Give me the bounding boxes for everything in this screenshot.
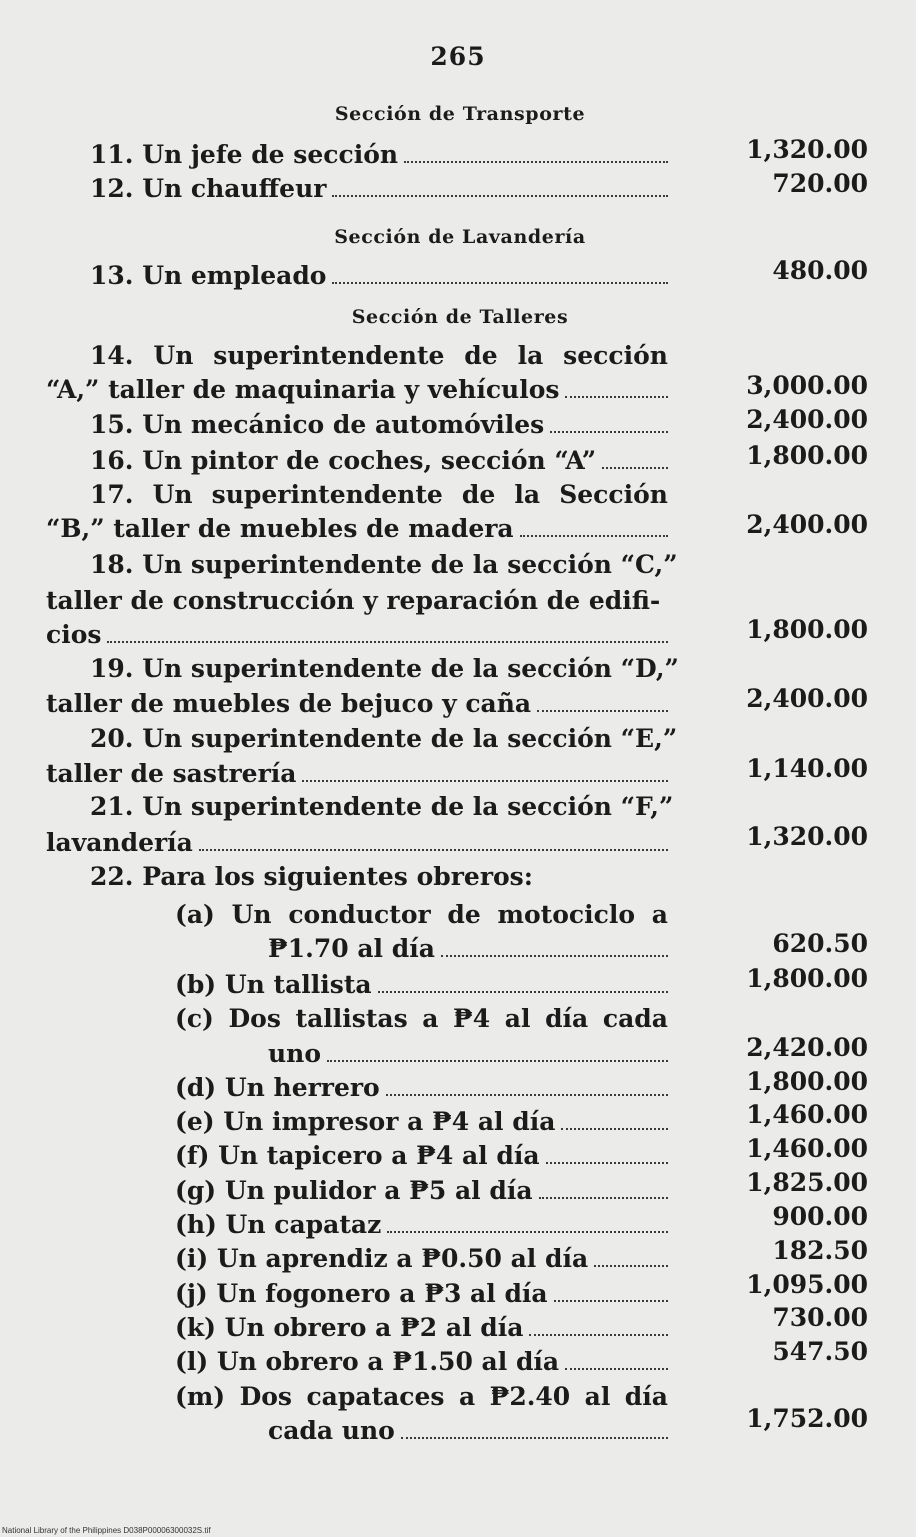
worker-g-amount: 1,825.00 — [746, 1168, 868, 1197]
entry-19-amount: 2,400.00 — [746, 684, 868, 713]
word: a — [651, 900, 668, 929]
entry-17-line-2 — [46, 512, 668, 546]
entry-21-line-1: 21. Un superintendente de la sección “F,” — [90, 792, 674, 821]
leader-dots — [107, 619, 668, 643]
leader-dots — [520, 513, 668, 537]
worker-m-line-2 — [268, 1414, 668, 1448]
word: día — [624, 1382, 668, 1411]
entry-12-label: 12. Un chauffeur — [90, 174, 327, 203]
leader-dots — [386, 1072, 668, 1096]
word: (a) — [175, 900, 215, 929]
worker-l — [175, 1345, 668, 1379]
section-heading-transporte: Sección de Transporte — [334, 103, 586, 125]
entry-21-line-2 — [46, 826, 668, 860]
entry-17-line-1 — [90, 478, 668, 512]
word: motociclo — [497, 900, 635, 929]
entry-11-label: 11. Un jefe de sección — [90, 140, 399, 169]
entry-18-line-2: taller de construcción y reparación de edifi- — [46, 586, 661, 615]
entry-13-label: 13. Un empleado — [90, 261, 327, 290]
entry-20-label: taller de sastrería — [46, 759, 297, 788]
leader-dots — [539, 1175, 668, 1199]
worker-h-label: (h) Un capataz — [175, 1210, 382, 1239]
word: a — [422, 1004, 439, 1033]
word: Dos — [228, 1004, 281, 1033]
entry-21-amount: 1,320.00 — [746, 822, 868, 851]
leader-dots — [401, 1415, 668, 1439]
word: la — [517, 341, 544, 370]
entry-20-line-2 — [46, 757, 668, 791]
word: de — [464, 341, 498, 370]
entry-17-amount: 2,400.00 — [746, 510, 868, 539]
worker-c-label: uno — [268, 1039, 322, 1068]
worker-e — [175, 1105, 668, 1139]
word: 14. — [90, 341, 134, 370]
leader-dots — [594, 1243, 668, 1267]
worker-c-line-1 — [175, 1002, 668, 1036]
word: día — [545, 1004, 589, 1033]
worker-b — [175, 968, 668, 1002]
word: conductor — [288, 900, 431, 929]
worker-a-line-1 — [175, 898, 668, 932]
worker-b-label: (b) Un tallista — [175, 970, 372, 999]
worker-a-amount: 620.50 — [772, 929, 868, 958]
word: de — [447, 900, 481, 929]
worker-c-amount: 2,420.00 — [746, 1033, 868, 1062]
worker-a-label: ₱1.70 al día — [268, 934, 435, 963]
entry-15-amount: 2,400.00 — [746, 405, 868, 434]
worker-i — [175, 1242, 668, 1276]
scan-footer: National Library of the Philippines D038P00006300032S.tif — [2, 1526, 211, 1535]
entry-16-amount: 1,800.00 — [746, 441, 868, 470]
word: tallistas — [295, 1004, 408, 1033]
entry-11-amount: 1,320.00 — [746, 135, 868, 164]
worker-k — [175, 1311, 668, 1345]
worker-l-label: (l) Un obrero a ₱1.50 al día — [175, 1347, 560, 1376]
worker-j — [175, 1277, 668, 1311]
entry-15-label: 15. Un mecánico de automóviles — [90, 410, 545, 439]
leader-dots — [565, 374, 668, 398]
worker-g-label: (g) Un pulidor a ₱5 al día — [175, 1176, 533, 1205]
leader-dots — [550, 409, 668, 433]
worker-f-label: (f) Un tapicero a ₱4 al día — [175, 1141, 540, 1170]
leader-dots — [302, 758, 668, 782]
word: 17. — [90, 480, 134, 509]
entry-19-label: taller de muebles de bejuco y caña — [46, 689, 532, 718]
word: al — [584, 1382, 611, 1411]
word: sección — [563, 341, 668, 370]
entry-14-label: “A,” taller de maquinaria y vehículos — [46, 375, 560, 404]
entry-19-line-2 — [46, 687, 668, 721]
word: la — [514, 480, 541, 509]
worker-a-line-2 — [268, 932, 668, 966]
entry-14-line-2 — [46, 373, 668, 407]
entry-21-label: lavandería — [46, 828, 193, 857]
leader-dots — [546, 1140, 668, 1164]
leader-dots — [529, 1312, 668, 1336]
entry-13 — [90, 259, 668, 293]
leader-dots — [561, 1106, 668, 1130]
worker-k-amount: 730.00 — [772, 1303, 868, 1332]
section-heading-lavanderia: Sección de Lavandería — [334, 226, 586, 248]
worker-m-amount: 1,752.00 — [746, 1404, 868, 1433]
entry-18-line-3 — [46, 618, 668, 652]
entry-14-line-1 — [90, 339, 668, 373]
worker-k-label: (k) Un obrero a ₱2 al día — [175, 1313, 524, 1342]
leader-dots — [332, 260, 668, 284]
leader-dots — [602, 445, 668, 469]
leader-dots — [327, 1038, 668, 1062]
worker-j-label: (j) Un fogonero a ₱3 al día — [175, 1279, 548, 1308]
entry-17-label: “B,” taller de muebles de madera — [46, 514, 514, 543]
page-number: 265 — [430, 42, 486, 71]
leader-dots — [404, 139, 668, 163]
word: Sección — [559, 480, 668, 509]
worker-c-line-2 — [268, 1037, 668, 1071]
worker-i-amount: 182.50 — [772, 1236, 868, 1265]
word: Dos — [239, 1382, 292, 1411]
word: superintendente — [213, 341, 445, 370]
word: (m) — [175, 1382, 226, 1411]
leader-dots — [332, 173, 668, 197]
word: de — [461, 480, 496, 509]
worker-m-line-1 — [175, 1380, 668, 1414]
word: (c) — [175, 1004, 214, 1033]
entry-18-line-1: 18. Un superintendente de la sección “C,” — [90, 550, 678, 579]
entry-14-amount: 3,000.00 — [746, 371, 868, 400]
entry-22-heading: 22. Para los siguientes obreros: — [90, 862, 533, 891]
entry-13-amount: 480.00 — [772, 256, 868, 285]
word: superintendente — [211, 480, 443, 509]
entry-18-label: cios — [46, 620, 102, 649]
word: Un — [153, 341, 194, 370]
word: a — [458, 1382, 476, 1411]
worker-i-label: (i) Un aprendiz a ₱0.50 al día — [175, 1244, 589, 1273]
entry-16-label: 16. Un pintor de coches, sección “A” — [90, 446, 597, 475]
word: Un — [152, 480, 193, 509]
word: al — [504, 1004, 531, 1033]
worker-e-label: (e) Un impresor a ₱4 al día — [175, 1107, 556, 1136]
leader-dots — [537, 688, 668, 712]
leader-dots — [554, 1278, 668, 1302]
worker-l-amount: 547.50 — [772, 1337, 868, 1366]
leader-dots — [378, 969, 668, 993]
leader-dots — [199, 827, 668, 851]
entry-11 — [90, 138, 668, 172]
worker-h-amount: 900.00 — [772, 1202, 868, 1231]
entry-12 — [90, 172, 668, 206]
entry-19-line-1: 19. Un superintendente de la sección “D,” — [90, 654, 679, 683]
entry-20-line-1: 20. Un superintendente de la sección “E,” — [90, 724, 678, 753]
worker-g — [175, 1174, 668, 1208]
word: capataces — [306, 1382, 445, 1411]
worker-d-label: (d) Un herrero — [175, 1073, 380, 1102]
worker-d-amount: 1,800.00 — [746, 1067, 868, 1096]
entry-18-amount: 1,800.00 — [746, 615, 868, 644]
worker-f-amount: 1,460.00 — [746, 1134, 868, 1163]
worker-h — [175, 1208, 668, 1242]
section-heading-talleres: Sección de Talleres — [351, 306, 569, 328]
worker-m-label: cada uno — [268, 1416, 395, 1445]
word: ₱2.40 — [489, 1382, 571, 1411]
leader-dots — [441, 933, 668, 957]
word: cada — [602, 1004, 668, 1033]
leader-dots — [565, 1346, 668, 1370]
entry-20-amount: 1,140.00 — [746, 754, 868, 783]
entry-15 — [90, 408, 668, 442]
leader-dots — [387, 1209, 668, 1233]
entry-12-amount: 720.00 — [772, 169, 868, 198]
worker-j-amount: 1,095.00 — [746, 1270, 868, 1299]
word: Un — [231, 900, 272, 929]
worker-f — [175, 1139, 668, 1173]
entry-16 — [90, 444, 668, 478]
worker-d — [175, 1071, 668, 1105]
worker-b-amount: 1,800.00 — [746, 964, 868, 993]
word: ₱4 — [453, 1004, 491, 1033]
worker-e-amount: 1,460.00 — [746, 1100, 868, 1129]
